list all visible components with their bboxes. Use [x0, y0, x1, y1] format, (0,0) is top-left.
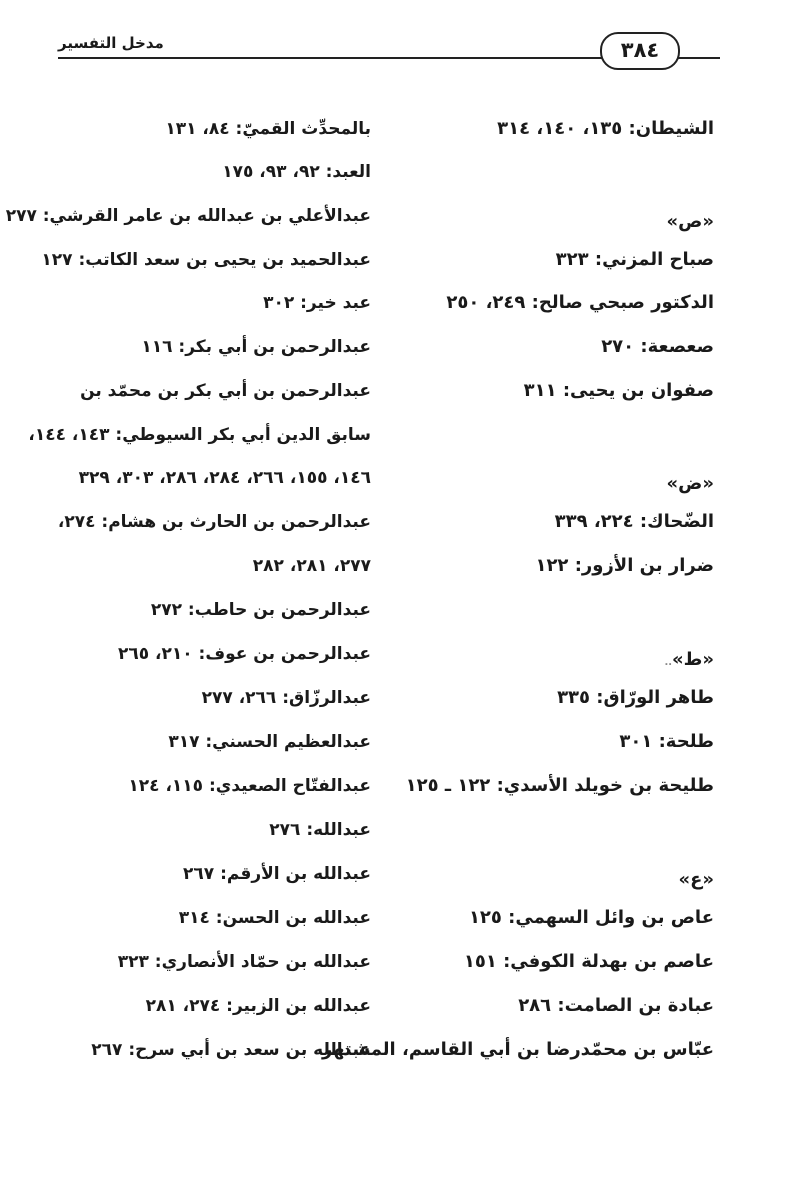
index-entry: عبدالله بن حمّاد الأنصاري: ٣٢٣ — [117, 952, 371, 972]
index-entry: الشيطان: ١٣٥، ١٤٠، ٣١٤ — [497, 118, 714, 139]
index-entry: الضّحاك: ٢٢٤، ٣٣٩ — [554, 511, 714, 532]
index-entry: عبدالرحمن بن الحارث بن هشام: ٢٧٤، — [57, 512, 371, 532]
index-entry: عبدالله: ٢٧٦ — [269, 820, 371, 840]
index-entry: عاص بن وائل السهمي: ١٢٥ — [468, 907, 714, 928]
letter-heading: «ط».. — [664, 649, 714, 670]
index-entry: طاهر الورّاق: ٣٣٥ — [557, 687, 714, 708]
ink-dots: .. — [664, 657, 673, 668]
running-title: مدخل التفسير — [58, 34, 164, 52]
index-entry: صعصعة: ٢٧٠ — [601, 336, 714, 357]
index-entry: عبّاس بن محمّدرضا بن أبي القاسم، المشتهر — [321, 1039, 714, 1060]
page-number: ٣٨٤ — [600, 32, 680, 70]
index-entry: ضرار بن الأزور: ١٢٢ — [535, 555, 714, 576]
index-entry: عبدالله بن سعد بن أبي سرح: ٢٦٧ — [91, 1040, 371, 1060]
index-entry: عبدالأعلي بن عبدالله بن عامر القرشي: ٢٧٧ — [5, 206, 371, 226]
index-entry: عبد خير: ٣٠٢ — [263, 293, 371, 313]
index-entry: سابق الدين أبي بكر السيوطي: ١٤٣، ١٤٤، — [28, 425, 371, 445]
index-entry: عبدالرزّاق: ٢٦٦، ٢٧٧ — [201, 688, 371, 708]
index-entry: الدكتور صبحي صالح: ٢٤٩، ٢٥٠ — [446, 292, 714, 313]
index-entry: عبدالرحمن بن أبي بكر بن محمّد بن — [80, 381, 371, 401]
index-entry: عبدالعظيم الحسني: ٣١٧ — [168, 732, 371, 752]
index-entry: عبدالله بن الأرقم: ٢٦٧ — [183, 864, 371, 884]
index-entry: عاصم بن بهدلة الكوفي: ١٥١ — [463, 951, 714, 972]
index-entry: عبدالرحمن بن عوف: ٢١٠، ٢٦٥ — [117, 644, 371, 664]
index-entry: عبدالرحمن بن أبي بكر: ١١٦ — [141, 337, 371, 357]
index-entry: العبد: ٩٢، ٩٣، ١٧٥ — [222, 162, 371, 182]
index-entry: ١٤٦، ١٥٥، ٢٦٦، ٢٨٤، ٢٨٦، ٣٠٣، ٣٢٩ — [78, 468, 371, 488]
index-entry: عبدالله بن الزبير: ٢٧٤، ٢٨١ — [145, 996, 371, 1016]
index-entry: طليحة بن خويلد الأسدي: ١٢٢ ـ ١٢٥ — [405, 775, 714, 796]
letter-heading: «ض» — [666, 473, 714, 494]
index-entry: صباح المزني: ٣٢٣ — [555, 249, 714, 270]
index-entry: صفوان بن يحيى: ٣١١ — [523, 380, 714, 401]
index-entry: عبدالرحمن بن حاطب: ٢٧٢ — [150, 600, 371, 620]
index-entry: عبادة بن الصامت: ٢٨٦ — [518, 995, 714, 1016]
index-entry: عبدالفتّاح الصعيدي: ١١٥، ١٢٤ — [128, 776, 371, 796]
index-entry: عبدالله بن الحسن: ٣١٤ — [178, 908, 371, 928]
index-entry: بالمحدِّث القميّ: ٨٤، ١٣١ — [165, 119, 371, 139]
index-entry: طلحة: ٣٠١ — [619, 731, 714, 752]
index-entry: ٢٧٧، ٢٨١، ٢٨٢ — [252, 556, 371, 576]
letter-heading: «ص» — [666, 211, 714, 232]
index-entry: عبدالحميد بن يحيى بن سعد الكاتب: ١٢٧ — [41, 250, 371, 270]
letter-heading: «ع» — [678, 869, 714, 890]
